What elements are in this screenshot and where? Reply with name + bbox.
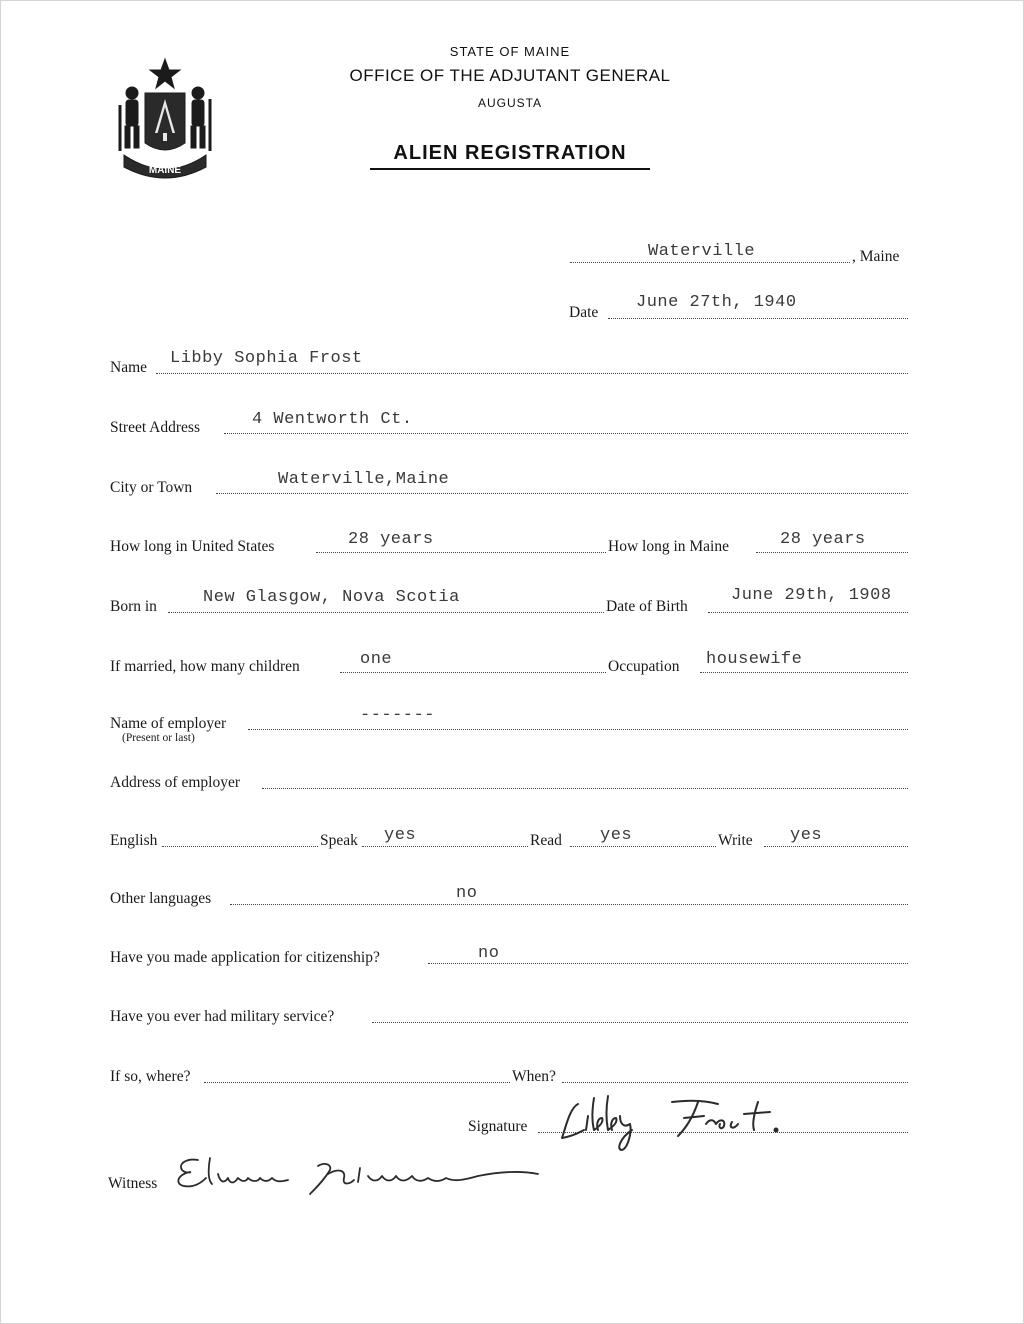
- citizenship-value[interactable]: no: [478, 944, 500, 963]
- street-label: Street Address: [110, 419, 200, 436]
- read-line: [570, 846, 716, 847]
- children-value[interactable]: one: [360, 650, 393, 669]
- place-line: [570, 262, 850, 263]
- born-in-label: Born in: [110, 598, 157, 615]
- other-languages-label: Other languages: [110, 890, 212, 907]
- when-label: When?: [512, 1068, 556, 1085]
- how-long-us-label: How long in United States: [110, 538, 275, 555]
- english-label: English: [110, 832, 158, 849]
- occupation-label: Occupation: [608, 658, 680, 675]
- citizenship-line: [428, 963, 908, 964]
- employer-sublabel: (Present or last): [122, 732, 195, 744]
- signature-label: Signature: [468, 1118, 528, 1135]
- where-label: If so, where?: [110, 1068, 191, 1085]
- street-value[interactable]: 4 Wentworth Ct.: [252, 410, 413, 429]
- english-line: [162, 846, 318, 847]
- read-value[interactable]: yes: [600, 826, 633, 845]
- name-label: Name: [110, 359, 148, 376]
- place-value[interactable]: Waterville: [648, 242, 756, 261]
- city-value[interactable]: Waterville,Maine: [278, 470, 450, 489]
- military-line: [372, 1022, 908, 1023]
- header-city: AUGUSTA: [477, 96, 543, 110]
- speak-line: [362, 846, 528, 847]
- witness-signature-image: [168, 1148, 568, 1200]
- employer-value[interactable]: -------: [360, 706, 435, 725]
- form-title: ALIEN REGISTRATION: [393, 142, 627, 164]
- date-label: Date: [569, 304, 599, 321]
- employer-line: [248, 729, 908, 730]
- state-seal-icon: [110, 55, 220, 185]
- name-line: [156, 373, 908, 374]
- header-office: OFFICE OF THE ADJUTANT GENERAL: [349, 66, 671, 85]
- name-value[interactable]: Libby Sophia Frost: [170, 349, 363, 368]
- other-languages-value[interactable]: no: [456, 884, 478, 903]
- born-in-line: [168, 612, 604, 613]
- how-long-us-line: [316, 552, 606, 553]
- occupation-value[interactable]: housewife: [706, 650, 803, 669]
- how-long-maine-line: [756, 552, 908, 553]
- write-label: Write: [718, 832, 753, 849]
- write-line: [764, 846, 908, 847]
- date-line: [608, 318, 908, 319]
- children-label: If married, how many children: [110, 658, 300, 675]
- title-underline: [370, 168, 650, 170]
- signature-image: [548, 1086, 848, 1156]
- when-line: [562, 1082, 908, 1083]
- witness-label: Witness: [108, 1175, 158, 1192]
- seal-ribbon-text: MAINE: [148, 165, 182, 176]
- born-in-value[interactable]: New Glasgow, Nova Scotia: [203, 588, 460, 607]
- employer-address-label: Address of employer: [110, 774, 240, 791]
- speak-value[interactable]: yes: [384, 826, 417, 845]
- how-long-maine-label: How long in Maine: [608, 538, 729, 555]
- where-line: [204, 1082, 510, 1083]
- dob-label: Date of Birth: [606, 598, 688, 615]
- header-state: STATE OF MAINE: [449, 44, 571, 59]
- other-languages-line: [230, 904, 908, 905]
- speak-label: Speak: [320, 832, 358, 849]
- city-label: City or Town: [110, 479, 193, 496]
- employer-label: Name of employer: [110, 715, 227, 732]
- write-value[interactable]: yes: [790, 826, 823, 845]
- children-line: [340, 672, 606, 673]
- how-long-us-value[interactable]: 28 years: [348, 530, 434, 549]
- place-suffix: , Maine: [852, 248, 900, 265]
- dob-line: [708, 612, 908, 613]
- occupation-line: [700, 672, 908, 673]
- read-label: Read: [530, 832, 562, 849]
- dob-value[interactable]: June 29th, 1908: [731, 586, 892, 605]
- date-value[interactable]: June 27th, 1940: [636, 293, 797, 312]
- military-label: Have you ever had military service?: [110, 1008, 335, 1025]
- street-line: [224, 433, 908, 434]
- employer-address-line: [262, 788, 908, 789]
- city-line: [216, 493, 908, 494]
- citizenship-label: Have you made application for citizenship?: [110, 949, 380, 966]
- how-long-maine-value[interactable]: 28 years: [780, 530, 866, 549]
